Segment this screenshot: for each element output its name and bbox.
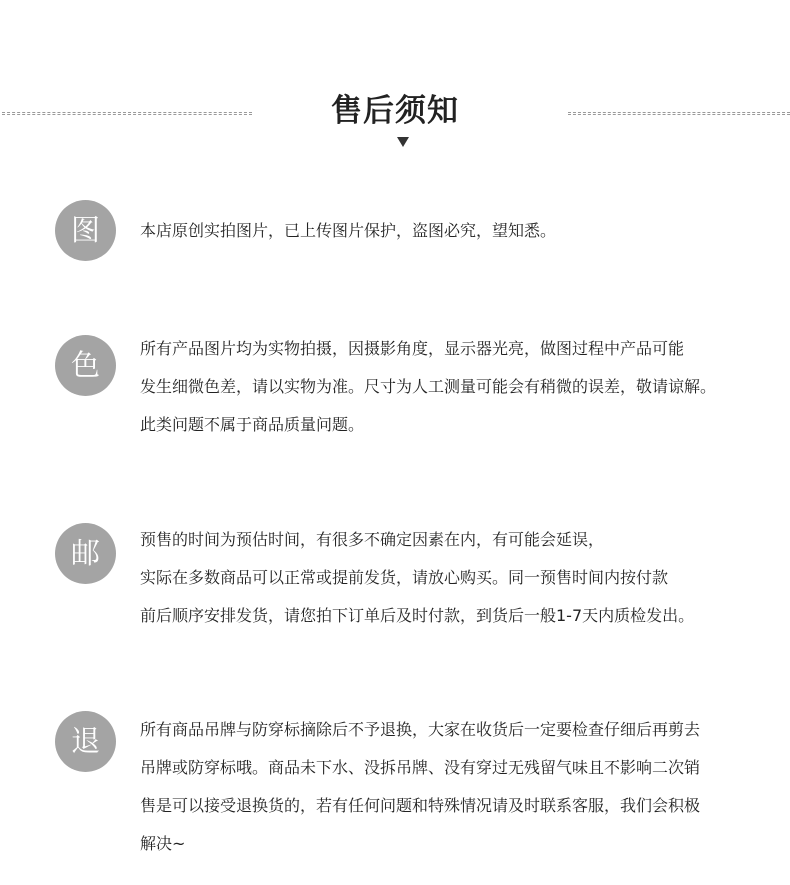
notice-line: 预售的时间为预估时间，有很多不确定因素在内，有可能会延误， xyxy=(140,530,605,549)
section-header xyxy=(0,0,790,160)
notice-badge: 退 xyxy=(55,711,116,772)
notice-line: 吊牌或防穿标哦。商品未下水、没拆吊牌、没有穿过无残留气味且不影响二次销 xyxy=(140,758,701,777)
notice-text xyxy=(140,212,780,250)
notice-line: 解决~ xyxy=(140,834,186,853)
page-title: 售后须知 xyxy=(331,93,459,129)
notice-line: 前后顺序安排发货，请您拍下订单后及时付款，到货后一般1-7天内质检发出。 xyxy=(140,606,695,625)
notice-text xyxy=(140,711,780,863)
notice-line: 所有商品吊牌与防穿标摘除后不予退换，大家在收货后一定要检查仔细后再剪去 xyxy=(140,720,701,739)
notice-badge: 色 xyxy=(55,335,116,396)
notice-line: 所有产品图片均为实物拍摄，因摄影角度，显示器光亮，做图过程中产品可能 xyxy=(140,339,685,358)
notice-badge: 邮 xyxy=(55,523,116,584)
header-divider-left xyxy=(2,112,252,115)
notice-text xyxy=(140,521,780,635)
notice-badge: 图 xyxy=(55,200,116,261)
notice-text xyxy=(140,330,780,444)
notice-line: 实际在多数商品可以正常或提前发货，请放心购买。同一预售时间内按付款 xyxy=(140,568,669,587)
caret-down-icon xyxy=(397,137,409,147)
notice-line: 发生细微色差，请以实物为准。尺寸为人工测量可能会有稍微的误差，敬请谅解。 xyxy=(140,377,717,396)
header-divider-right xyxy=(568,112,790,115)
notice-line: 此类问题不属于商品质量问题。 xyxy=(140,415,365,434)
notice-line: 本店原创实拍图片，已上传图片保护，盗图必究，望知悉。 xyxy=(140,221,557,240)
notice-line: 售是可以接受退换货的，若有任何问题和特殊情况请及时联系客服，我们会积极 xyxy=(140,796,701,815)
